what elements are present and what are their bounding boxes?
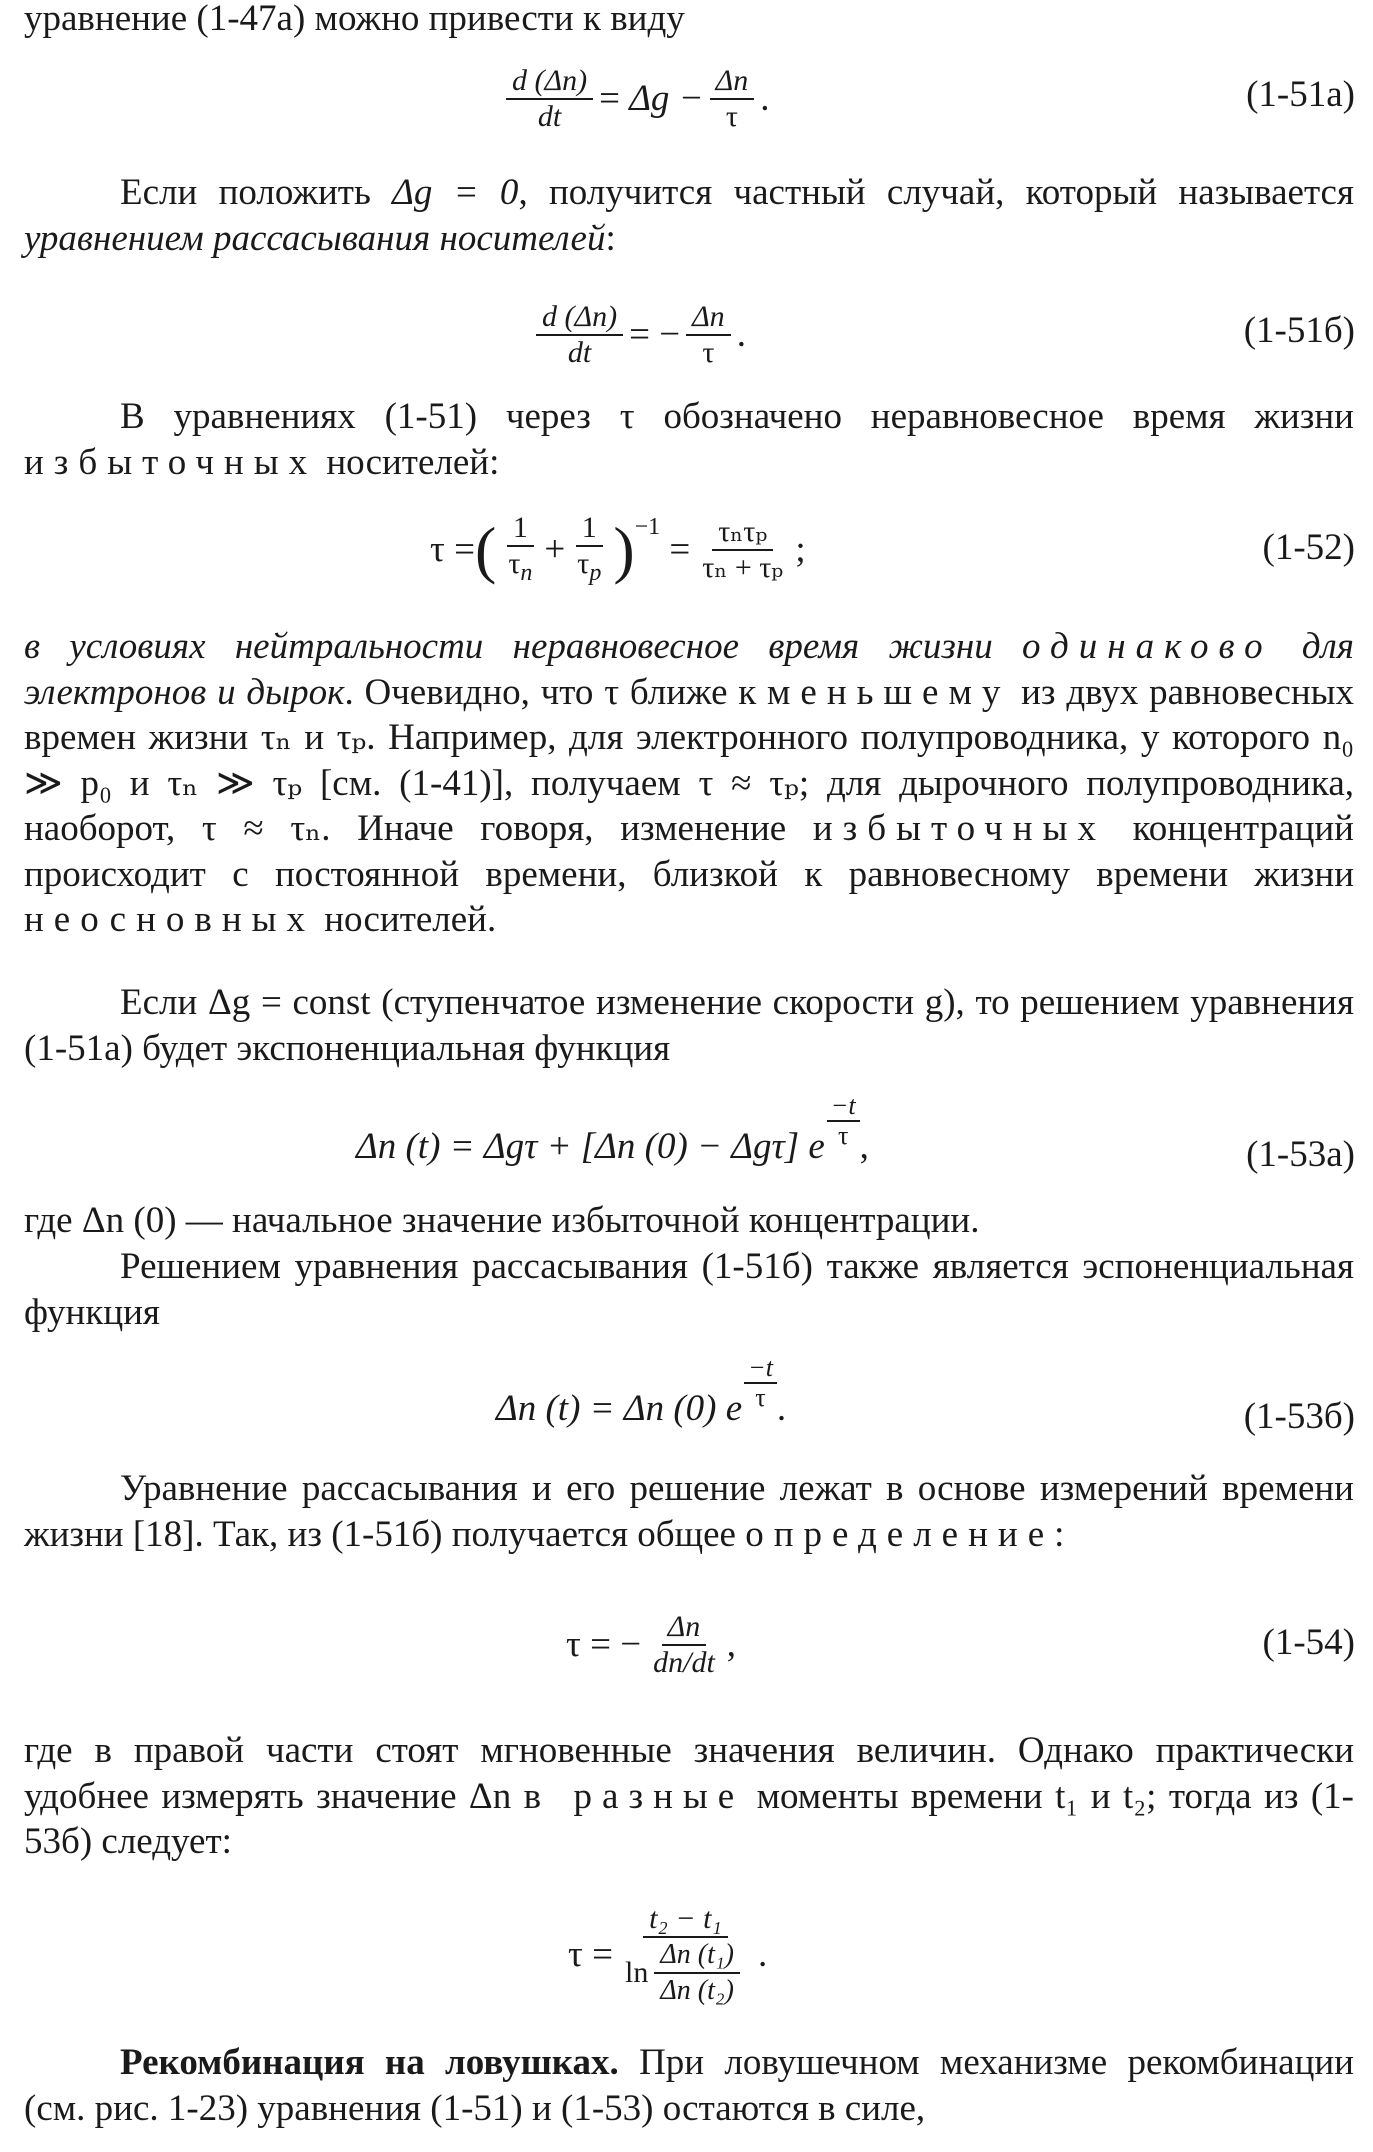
paragraph-lifetime: В уравнениях (1-51) через τ обозначено неравновесное время жизни избыточных носителей:	[24, 396, 1354, 483]
equation-1-53a: Δn (t) = Δgτ + [Δn (0) − Δgτ] e −t τ , (1-53а)	[0, 1092, 1373, 1202]
paragraph-step-change: Если Δg = const (ступенчатое изменение скорости g), то решением уравнения (1-51а) будет экспоненциальная функция	[24, 982, 1354, 1069]
equation-number: (1-53а)	[1246, 1134, 1355, 1175]
equation-number: (1-53б)	[1243, 1396, 1355, 1437]
equation-tau-log: τ = t₂ − t₁ ln $\frac{\text{Δn (t₁)}}{\text{Δn (t₂)}}$ .	[568, 1902, 768, 2006]
equation-1-51b: $\frac{d (\Delta n)}{dt}$ = − $\frac{\Delta n}{\tau}$ . (1-51б)	[0, 280, 1373, 390]
exponent: −t τ	[744, 1354, 777, 1412]
equation-number: (1-52)	[1262, 527, 1355, 568]
equation-1-54: τ = − $\frac{\Delta n}{dn/dt}$ , (1-54)	[566, 1610, 1355, 1679]
section-heading: Рекомбинация на ловушках.	[120, 2042, 619, 2083]
equation-1-52: τ = ( $\frac{1}{\tau_n}$ + $\frac{1}{\tau_p}$ ) $^{-1}$ = $\frac{\text{τₙτₚ}}{\text{τₙ + τₚ}}$ ; (1-52)	[430, 510, 1355, 586]
paragraph-dissipation-def: Если положить Δg = 0, получится частный случай, который называется уравнением рассасывания носителей:	[24, 172, 1355, 259]
fraction-delta-n-tau: $\frac{\Delta n}{\tau}$	[710, 64, 755, 134]
paragraph-dissipation-solution: Решением уравнения рассасывания (1-51б) также является эспоненциальная функция	[24, 1246, 1354, 1333]
exponent: −t τ	[827, 1092, 860, 1150]
equation-1-51a: $\frac{d (\Delta n)}{dt}$ = Δg − $\frac{\Delta n}{\tau}$ . (1-51а)	[0, 44, 1373, 154]
paragraph-neutrality: в условиях нейтральности неравновесное время жизни одинаково для электронов и дырок. Очевидно, что τ ближе к меньшему из двух равновесных времен жизни τₙ и τₚ. Например, для электронного полупроводника, у которого n₀ ≫ p₀ и τₙ ≫ τₚ [см. (1-41)], получаем τ ≈ τₚ; для дырочного полупроводника, наоборот, τ ≈ τₙ. Иначе говоря, изменение избыточных концентраций происходит с постоянной времени, близкой к равновесному времени жизни неосновных носителей.	[24, 626, 1354, 940]
fraction-d-delta-n-dt: $\frac{d (\Delta n)}{dt}$	[506, 64, 593, 134]
paragraph-instantaneous: где в правой части стоят мгновенные значения величин. Однако практически удобнее измерять значение Δn в разные моменты времени t₁ и t₂; тогда из (1-53б) следует:	[24, 1730, 1355, 1862]
equation-1-53b: Δn (t) = Δn (0) e −t τ . (1-53б)	[0, 1354, 1373, 1464]
equation-number: (1-54)	[1262, 1622, 1355, 1663]
paragraph-intro: уравнение (1-47а) можно привести к виду	[24, 0, 685, 39]
equation-number: (1-51а)	[1246, 74, 1355, 115]
paragraph-measurement: Уравнение рассасывания и его решение лежат в основе измерений времени жизни [18]. Так, из (1-51б) получается общее определение:	[24, 1468, 1354, 1555]
paragraph-trap-recombination: Рекомбинация на ловушках. При ловушечном механизме рекомбинации (см. рис. 1-23) уравнения (1-51) и (1-53) остаются в силе,	[24, 2042, 1354, 2129]
paragraph-initial-value: где Δn (0) — начальное значение избыточной концентрации.	[24, 1200, 980, 1241]
equation-number: (1-51б)	[1243, 310, 1355, 351]
